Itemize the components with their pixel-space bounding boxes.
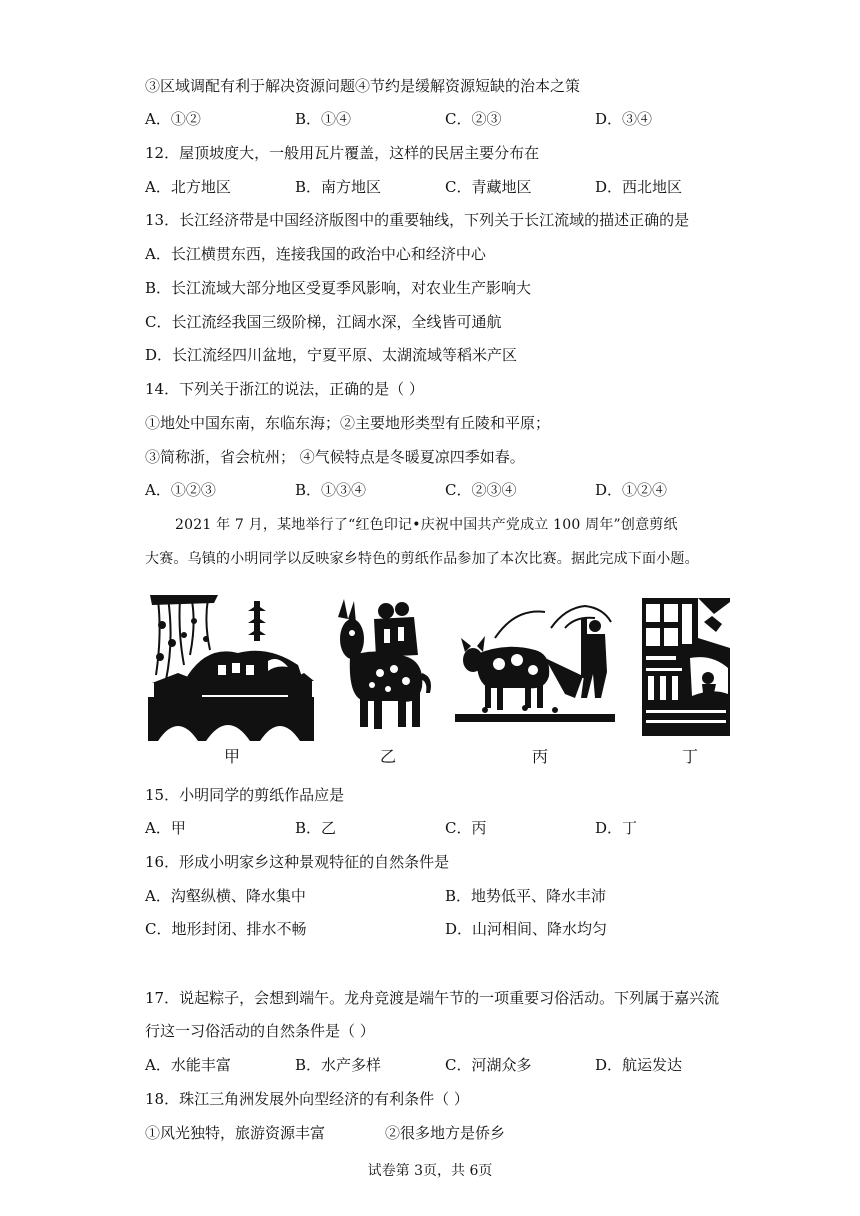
q14-statements-1: ①地处中国东南，东临东海；②主要地形类型有丘陵和平原； [145,414,551,432]
q13-option-c[interactable]: C．长江流经我国三级阶梯，江阔水深，全线皆可通航 [145,313,502,331]
q18-statement-1: ①风光独特，旅游资源丰富 [145,1124,326,1142]
q16-option-a[interactable]: A．沟壑纵横、降水集中 [145,887,306,905]
q16-option-d[interactable]: D．山河相间、降水均匀 [445,920,608,938]
q13-option-b[interactable]: B．长江流域大部分地区受夏季风影响，对农业生产影响大 [145,279,532,297]
papercut-bing-label: 丙 [532,747,549,766]
q17-option-b[interactable]: B．水产多样 [295,1056,382,1074]
q12-option-a[interactable]: A．北方地区 [145,178,231,196]
q15-option-d[interactable]: D．丁 [595,819,638,837]
q16-stem: 16．形成小明家乡这种景观特征的自然条件是 [145,853,450,871]
q12-option-c[interactable]: C．青藏地区 [445,178,532,196]
q12-option-d[interactable]: D．西北地区 [595,178,683,196]
passage-line-2: 大赛。乌镇的小明同学以反映家乡特色的剪纸作品参加了本次比赛。据此完成下面小题。 [145,551,699,567]
q14-option-b[interactable]: B．①③④ [295,481,367,499]
papercut-jia-image [148,595,314,741]
q14-option-a[interactable]: A．①②③ [145,481,216,499]
q17-option-a[interactable]: A．水能丰富 [145,1056,231,1074]
papercut-yi-image [330,597,435,732]
q13-stem: 13．长江经济带是中国经济版图中的重要轴线，下列关于长江流域的描述正确的是 [145,211,690,229]
q11-option-a[interactable]: A．①② [145,110,201,128]
q11-option-b[interactable]: B．①④ [295,110,352,128]
q13-option-d[interactable]: D．长江流经四川盆地，宁夏平原、太湖流域等稻米产区 [145,346,518,364]
q15-option-a[interactable]: A．甲 [145,819,186,837]
papercut-yi-label: 乙 [380,747,397,766]
q17-option-d[interactable]: D．航运发达 [595,1056,683,1074]
q17-option-c[interactable]: C．河湖众多 [445,1056,532,1074]
passage-line-1: 2021 年 7 月，某地举行了“红色印记•庆祝中国共产党成立 100 周年”创意剪纸 [175,517,678,533]
q17-stem-line-1: 17．说起粽子，会想到端午。龙舟竞渡是端午节的一项重要习俗活动。下列属于嘉兴流 [145,989,720,1007]
q15-stem: 15．小明同学的剪纸作品应是 [145,786,345,804]
q12-option-b[interactable]: B．南方地区 [295,178,382,196]
q18-statement-2: ②很多地方是侨乡 [385,1124,506,1142]
q11-statement-3-4: ③区域调配有利于解决资源问题④节约是缓解资源短缺的治本之策 [145,77,581,95]
q12-stem: 12．屋顶坡度大，一般用瓦片覆盖，这样的民居主要分布在 [145,144,540,162]
q15-option-b[interactable]: B．乙 [295,819,337,837]
papercut-ding-image [642,598,730,736]
q15-option-c[interactable]: C．丙 [445,819,487,837]
papercut-bing-image [455,598,615,728]
q18-stem: 18．珠江三角洲发展外向型经济的有利条件（ ） [145,1090,469,1108]
papercut-jia-label: 甲 [224,747,241,766]
papercut-ding-label: 丁 [682,747,699,766]
q14-option-d[interactable]: D．①②④ [595,481,668,499]
q11-option-c[interactable]: C．②③ [445,110,502,128]
q13-option-a[interactable]: A．长江横贯东西，连接我国的政治中心和经济中心 [145,245,486,263]
q11-option-d[interactable]: D．③④ [595,110,653,128]
q16-option-b[interactable]: B．地势低平、降水丰沛 [445,887,607,905]
q14-option-c[interactable]: C．②③④ [445,481,517,499]
q16-option-c[interactable]: C．地形封闭、排水不畅 [145,920,307,938]
q14-stem: 14．下列关于浙江的说法，正确的是（ ） [145,380,424,398]
q14-statements-2: ③简称浙，省会杭州； ④气候特点是冬暖夏凉四季如春。 [145,448,525,466]
page-footer: 试卷第 3页，共 6页 [367,1163,493,1179]
q17-stem-line-2: 行这一习俗活动的自然条件是（ ） [145,1022,375,1040]
